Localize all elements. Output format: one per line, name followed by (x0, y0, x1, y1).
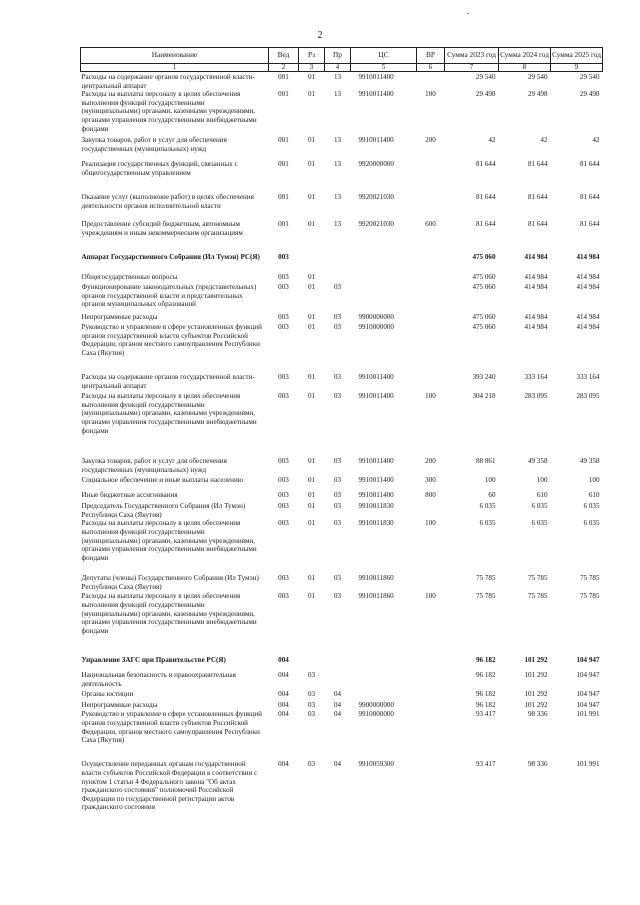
row-name: Предоставление субсидий бюджетным, автономным учреждениям и иным некоммерческим организациям (81, 220, 243, 237)
row-cs: 9920021030 (358, 220, 394, 229)
row-name: Иные бюджетные ассигнования (81, 491, 178, 500)
row-cs: 9910011400 (358, 73, 394, 81)
row-sum-2024: 414 984 (524, 323, 548, 332)
row-vr (417, 253, 445, 273)
row-sum-2025: 414 984 (576, 283, 600, 292)
row-sum-2025: 29 540 (579, 73, 600, 81)
row-rz: 01 (307, 283, 316, 292)
row-ved: 003 (278, 502, 289, 511)
row-ved: 001 (278, 136, 289, 145)
table-row (81, 491, 603, 502)
row-rz: 01 (307, 476, 316, 485)
row-sum-2025: 101 991 (576, 760, 600, 769)
row-sum-2023: 29 540 (475, 73, 496, 81)
row-rz: 03 (307, 690, 316, 699)
row-sum-2023: 60 (488, 491, 496, 500)
row-sum-2025: 49 358 (579, 457, 600, 466)
page-number: 2 (317, 30, 323, 41)
row-sum-2025: 81 644 (579, 193, 600, 202)
row-sum-2024: 81 644 (527, 193, 548, 202)
column-number: 1 (81, 64, 269, 72)
row-cs (351, 283, 417, 313)
table-row (81, 90, 603, 136)
row-cs: 9900000000 (358, 313, 394, 322)
table-row (81, 323, 603, 373)
row-sum-2024: 101 292 (524, 701, 548, 710)
row-name: Непрограммные расходы (81, 701, 158, 710)
row-rz: 01 (307, 160, 316, 169)
row-sum-2025: 414 984 (576, 253, 600, 262)
header-sum-2023: Сумма 2023 год (445, 48, 499, 64)
row-sum-2025: 104 947 (576, 671, 600, 680)
table-row (81, 160, 603, 193)
table-row (81, 72, 603, 91)
row-sum-2023: 6 035 (479, 519, 496, 528)
row-sum-2024: 29 540 (527, 73, 548, 81)
row-sum-2023: 6 035 (479, 502, 496, 511)
row-name: Закупка товаров, работ и услуг для обеспечения государственных (муниципальных) нужд (81, 136, 227, 153)
row-pr: 03 (333, 574, 342, 583)
row-sum-2023: 475 060 (472, 313, 496, 322)
row-cs: 9910011400 (358, 476, 394, 485)
row-rz: 01 (307, 136, 316, 145)
row-cs: 9910011400 (358, 373, 394, 382)
row-vr (417, 273, 445, 283)
row-cs (351, 656, 417, 671)
row-rz: 01 (307, 457, 316, 466)
row-ved: 001 (278, 73, 289, 81)
header-cs: ЦС (351, 48, 417, 64)
row-name: Осуществление переданных органам государственной власти субъектов Российской Федерации в соответствии с пунктом 1 статьи 4 Федерального закона "Об актах гражданского состояния" полномочий Российской Федерации по государственной регистрации актов гражданского состояния (81, 760, 258, 812)
table-row (81, 710, 603, 760)
row-sum-2024: 98 336 (527, 710, 548, 719)
row-sum-2024: 98 336 (527, 760, 548, 769)
row-sum-2025: 100 (588, 476, 600, 485)
table-row (81, 457, 603, 476)
row-pr: 03 (333, 313, 342, 322)
header-vr: ВР (417, 48, 445, 64)
row-cs: 9910000000 (358, 323, 394, 332)
table-row (81, 373, 603, 392)
row-vr (417, 323, 445, 373)
row-rz: 01 (307, 273, 316, 282)
table-row (81, 220, 603, 253)
row-sum-2025: 75 785 (579, 592, 600, 601)
row-vr: 200 (425, 457, 436, 466)
row-sum-2024: 29 498 (527, 90, 548, 99)
row-pr: 03 (333, 457, 342, 466)
row-sum-2024: 414 984 (524, 313, 548, 322)
row-vr: 300 (425, 476, 436, 485)
row-vr (417, 656, 445, 671)
row-sum-2023: 96 182 (475, 656, 496, 665)
table-row (81, 574, 603, 592)
row-ved: 003 (278, 253, 289, 262)
row-name: Руководство и управление в сфере установленных функций органов государственной власти субъектов Российской Федерации, органов местного самоуправления Республики Саха (Якутия) (81, 323, 262, 357)
row-sum-2024: 49 358 (527, 457, 548, 466)
row-cs: 9910011860 (358, 574, 394, 583)
row-ved: 003 (278, 491, 289, 500)
row-name: Расходы на выплаты персоналу в целях обеспечения выполнения функций государственными (муниципальными) органами, казенными учреждениями, органами управления государственными внебюджетными фондами (81, 90, 257, 133)
row-ved: 003 (278, 373, 289, 382)
header-sum-2024: Сумма 2024 год (499, 48, 551, 64)
row-sum-2024: 81 644 (527, 160, 548, 169)
row-vr (417, 283, 445, 313)
row-pr: 13 (333, 220, 342, 229)
row-ved: 003 (278, 392, 289, 401)
row-sum-2025: 81 644 (579, 160, 600, 169)
row-vr (417, 701, 445, 710)
row-vr (417, 373, 445, 392)
table-row (81, 671, 603, 690)
header-name: Наименование (81, 48, 269, 64)
row-sum-2024: 414 984 (524, 273, 548, 282)
row-pr: 13 (333, 193, 342, 202)
row-rz (299, 253, 325, 273)
row-sum-2023: 81 644 (475, 220, 496, 229)
row-sum-2025: 610 (588, 491, 600, 500)
row-sum-2024: 81 644 (527, 220, 548, 229)
row-sum-2024: 75 785 (527, 574, 548, 583)
row-vr: 600 (425, 220, 436, 229)
row-vr: 800 (425, 491, 436, 500)
table-row (81, 313, 603, 323)
row-sum-2023: 42 (488, 136, 496, 145)
row-sum-2025: 414 984 (576, 323, 600, 332)
row-name: Депутаты (члены) Государственного Собрания (Ил Тумэн) Республики Саха (Якутия) (81, 574, 259, 591)
row-sum-2024: 75 785 (527, 592, 548, 601)
row-ved: 003 (278, 323, 289, 332)
row-pr: 13 (333, 73, 342, 81)
row-rz: 01 (307, 193, 316, 202)
row-sum-2025: 6 035 (583, 519, 600, 528)
row-cs: 9910011400 (358, 392, 394, 401)
row-sum-2025: 42 (592, 136, 600, 145)
row-cs: 9900000000 (358, 701, 394, 710)
row-cs: 9910011400 (358, 491, 394, 500)
row-name: Реализация государственных функций, связанных с общегосударственным управлением (81, 160, 238, 177)
row-ved: 004 (278, 760, 289, 769)
row-cs: 9910011400 (358, 457, 394, 466)
row-rz: 01 (307, 392, 316, 401)
row-pr: 03 (333, 502, 342, 511)
row-vr: 100 (425, 592, 436, 601)
row-sum-2025: 101 991 (576, 710, 600, 719)
row-sum-2023: 81 644 (475, 193, 496, 202)
row-sum-2024: 6 035 (531, 502, 548, 511)
row-vr: 100 (425, 519, 436, 528)
row-sum-2023: 393 240 (472, 373, 496, 382)
row-sum-2023: 96 182 (475, 671, 496, 680)
row-cs: 9920021030 (358, 193, 394, 202)
row-rz: 01 (307, 519, 316, 528)
row-vr (417, 313, 445, 323)
row-rz: 01 (307, 373, 316, 382)
row-pr: 13 (333, 90, 342, 99)
row-vr (417, 671, 445, 690)
row-cs: 9920000000 (358, 160, 394, 169)
row-pr (325, 671, 351, 690)
table-header-row (81, 48, 603, 64)
row-vr: 100 (425, 392, 436, 401)
scan-speck (467, 13, 469, 14)
row-vr: 100 (425, 90, 436, 99)
row-rz: 01 (307, 502, 316, 511)
row-ved: 003 (278, 273, 289, 282)
row-sum-2023: 75 785 (475, 592, 496, 601)
row-name: Управление ЗАГС при Правительстве РС(Я) (81, 656, 226, 665)
row-ved: 004 (278, 656, 289, 665)
table-row (81, 136, 603, 160)
table-row (81, 193, 603, 220)
row-rz: 01 (307, 323, 316, 332)
row-vr (417, 710, 445, 760)
row-rz: 01 (307, 73, 316, 81)
row-cs: 9910011400 (358, 136, 394, 145)
row-name: Расходы на выплаты персоналу в целях обеспечения выполнения функций государственными (муниципальными) органами, казенными учреждениями, органами управления государственными внебюджетными фондами (81, 392, 257, 435)
column-number: 5 (351, 64, 417, 72)
row-sum-2023: 93 417 (475, 710, 496, 719)
row-sum-2025: 104 947 (576, 656, 600, 665)
row-vr (417, 574, 445, 592)
header-rz: Рз (299, 48, 325, 64)
row-sum-2023: 475 060 (472, 323, 496, 332)
table-row (81, 476, 603, 491)
row-pr: 03 (333, 373, 342, 382)
row-ved: 001 (278, 193, 289, 202)
row-pr: 04 (333, 760, 342, 769)
row-rz: 01 (307, 491, 316, 500)
row-cs (351, 273, 417, 283)
column-number: 3 (299, 64, 325, 72)
row-name: Социальное обеспечение и иные выплаты населению (81, 476, 244, 485)
row-cs: 9910011830 (358, 519, 394, 528)
row-sum-2025: 29 498 (579, 90, 600, 99)
row-name: Оказание услуг (выполнение работ) в целях обеспечения деятельности органов исполнительной власти (81, 193, 254, 210)
header-ved: Вед (269, 48, 299, 64)
row-sum-2023: 75 785 (475, 574, 496, 583)
row-sum-2024: 101 292 (524, 656, 548, 665)
row-sum-2025: 333 164 (576, 373, 600, 382)
row-sum-2024: 414 984 (524, 283, 548, 292)
row-name: Аппарат Государственного Собрания (Ил Тумэн) РС(Я) (81, 253, 260, 262)
row-sum-2023: 475 060 (472, 273, 496, 282)
row-vr: 200 (425, 136, 436, 145)
row-pr: 03 (333, 476, 342, 485)
row-ved: 003 (278, 519, 289, 528)
column-number: 6 (417, 64, 445, 72)
row-pr: 03 (333, 323, 342, 332)
row-pr: 04 (333, 701, 342, 710)
row-pr: 13 (333, 160, 342, 169)
column-number: 7 (445, 64, 499, 72)
row-ved: 003 (278, 313, 289, 322)
row-pr: 04 (333, 710, 342, 719)
row-name: Расходы на содержание органов государственной власти- центральный аппарат (81, 373, 255, 390)
row-sum-2024: 283 095 (524, 392, 548, 401)
header-pr: Пр (325, 48, 351, 64)
column-number: 2 (269, 64, 299, 72)
row-sum-2025: 6 035 (583, 502, 600, 511)
row-ved: 003 (278, 592, 289, 601)
row-sum-2023: 96 182 (475, 701, 496, 710)
column-number: 4 (325, 64, 351, 72)
row-pr: 13 (333, 136, 342, 145)
row-cs (351, 253, 417, 273)
row-sum-2025: 283 095 (576, 392, 600, 401)
column-number-row (81, 64, 603, 72)
row-sum-2023: 475 060 (472, 253, 496, 262)
row-sum-2024: 414 984 (524, 253, 548, 262)
row-ved: 001 (278, 90, 289, 99)
row-rz: 03 (307, 760, 316, 769)
row-cs (351, 671, 417, 690)
row-cs: 9910011400 (358, 90, 394, 99)
row-name: Расходы на выплаты персоналу в целях обеспечения выполнения функций государственными (муниципальными) органами, казенными учреждениями, органами управления государственными внебюджетными фондами (81, 592, 257, 635)
row-sum-2024: 101 292 (524, 671, 548, 680)
row-sum-2023: 93 417 (475, 760, 496, 769)
row-cs: 9910000000 (358, 710, 394, 719)
table-row (81, 592, 603, 656)
row-cs: 9910011860 (358, 592, 394, 601)
table-row (81, 273, 603, 283)
row-sum-2025: 81 644 (579, 220, 600, 229)
row-sum-2023: 81 644 (475, 160, 496, 169)
row-name: Органы юстиции (81, 690, 134, 699)
row-sum-2024: 100 (536, 476, 548, 485)
row-pr: 03 (333, 392, 342, 401)
row-rz: 01 (307, 313, 316, 322)
table-row (81, 283, 603, 313)
table-row (81, 253, 603, 273)
row-vr (417, 72, 445, 91)
row-ved: 004 (278, 690, 289, 699)
row-rz: 01 (307, 574, 316, 583)
row-sum-2023: 304 218 (472, 392, 496, 401)
row-name: Председатель Государственного Собрания (Ил Тумэн) Республики Саха (Якутия) (81, 502, 246, 519)
row-pr (325, 273, 351, 283)
table-row (81, 519, 603, 574)
header-sum-2025: Сумма 2025 год (551, 48, 603, 64)
row-sum-2025: 104 947 (576, 690, 600, 699)
row-vr (417, 502, 445, 519)
column-number: 9 (551, 64, 603, 72)
row-sum-2024: 42 (540, 136, 548, 145)
row-pr: 03 (333, 519, 342, 528)
row-ved: 003 (278, 476, 289, 485)
table-row (81, 701, 603, 710)
row-pr: 04 (333, 690, 342, 699)
row-cs: 9910059300 (358, 760, 394, 769)
row-pr: 03 (333, 283, 342, 292)
row-ved: 001 (278, 160, 289, 169)
row-vr (417, 690, 445, 701)
row-name: Непрограммные расходы (81, 313, 158, 322)
table-row (81, 760, 603, 812)
row-rz: 01 (307, 220, 316, 229)
row-rz: 03 (307, 701, 316, 710)
row-name: Общегосударственные вопросы (81, 273, 178, 282)
row-rz: 03 (307, 671, 316, 680)
row-pr: 03 (333, 491, 342, 500)
row-sum-2025: 414 984 (576, 313, 600, 322)
row-sum-2024: 610 (536, 491, 548, 500)
row-rz: 03 (307, 710, 316, 719)
row-vr (417, 760, 445, 812)
row-name: Руководство и управление в сфере установленных функций органов государственной власти субъектов Российской Федерации, органов местного самоуправления Республики Саха (Якутия) (81, 710, 262, 745)
row-pr (325, 253, 351, 273)
row-name: Закупка товаров, работ и услуг для обеспечения государственных (муниципальных) нужд (81, 457, 227, 474)
row-pr (325, 656, 351, 671)
row-sum-2023: 29 498 (475, 90, 496, 99)
row-ved: 001 (278, 220, 289, 229)
table-row (81, 690, 603, 701)
row-pr: 03 (333, 592, 342, 601)
row-sum-2023: 88 861 (475, 457, 496, 466)
row-sum-2023: 100 (484, 476, 496, 485)
table-row (81, 656, 603, 671)
row-sum-2023: 475 060 (472, 283, 496, 292)
row-ved: 004 (278, 710, 289, 719)
row-sum-2025: 75 785 (579, 574, 600, 583)
row-sum-2024: 333 164 (524, 373, 548, 382)
row-ved: 003 (278, 574, 289, 583)
row-ved: 003 (278, 457, 289, 466)
row-cs (351, 690, 417, 701)
row-name: Расходы на содержание органов государственной власти- центральный аппарат (81, 73, 255, 90)
row-name: Расходы на выплаты персоналу в целях обеспечения выполнения функций государственными (муниципальными) органами, казенными учреждениями, органами управления государственными внебюджетными фондами (81, 519, 257, 562)
row-vr (417, 160, 445, 193)
budget-table (80, 47, 603, 812)
row-sum-2023: 96 182 (475, 690, 496, 699)
row-sum-2025: 104 947 (576, 701, 600, 710)
row-cs: 9910011830 (358, 502, 394, 511)
row-rz: 01 (307, 90, 316, 99)
row-sum-2024: 101 292 (524, 690, 548, 699)
row-rz: 01 (307, 592, 316, 601)
row-rz (299, 656, 325, 671)
row-name: Функционирование законодательных (представительных) органов государственной власти и представительных органов муниципальных образований (81, 283, 257, 309)
row-sum-2024: 6 035 (531, 519, 548, 528)
row-name: Национальная безопасность и правоохранительная деятельность (81, 671, 236, 688)
row-sum-2025: 414 984 (576, 273, 600, 282)
column-number: 8 (499, 64, 551, 72)
row-ved: 004 (278, 701, 289, 710)
table-row (81, 502, 603, 519)
row-ved: 003 (278, 283, 289, 292)
table-row (81, 392, 603, 457)
row-vr (417, 193, 445, 220)
row-ved: 004 (278, 671, 289, 680)
